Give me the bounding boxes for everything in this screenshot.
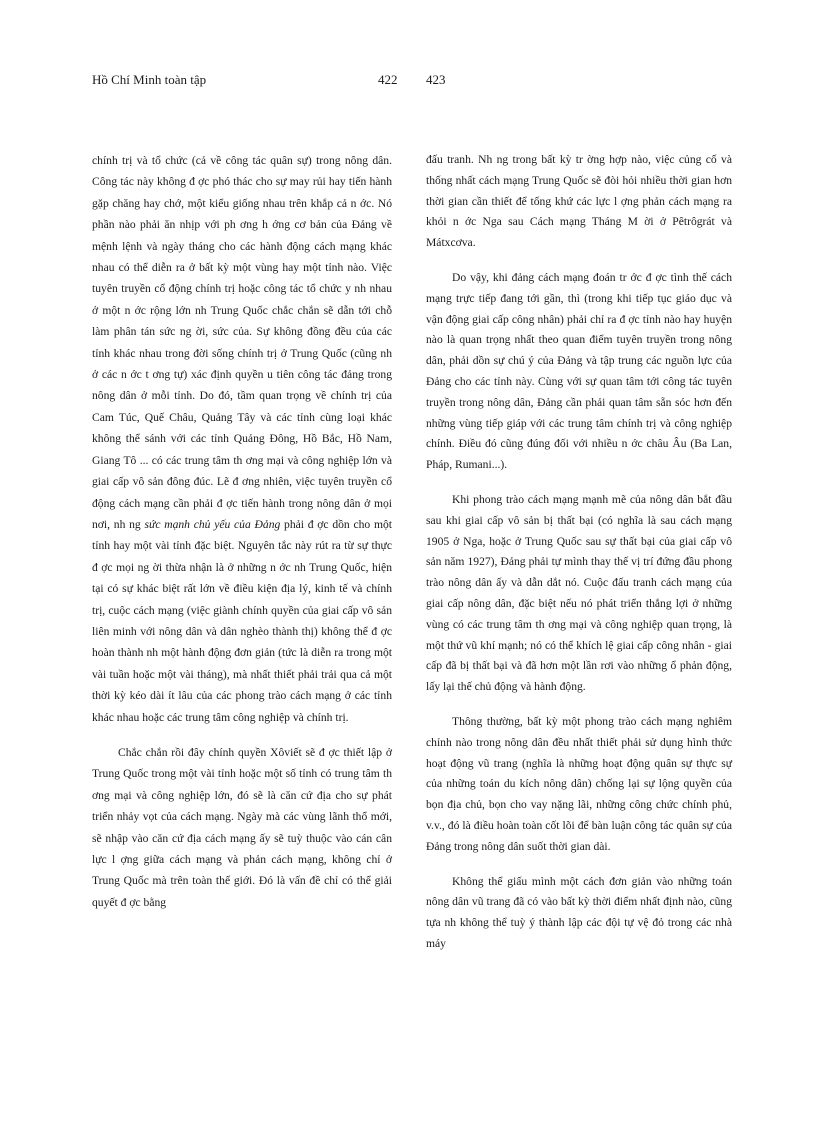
right-paragraph-3: Khi phong trào cách mạng mạnh mẽ của nông dân bắt đầu sau khi giai cấp vô sản bị thất bại (có nghĩa là sau cách mạng 1905 ở Nga, hoặc ở Trung Quốc sau sự thất bại của giai cấp vô sản năm 1927), Đảng phải tự mình thay thế vị trí đứng đầu phong trào nông dân ấy và dẫn dắt nó. Cuộc đấu tranh cách mạng của giai cấp nông dân, đặc biệt nếu nó phát triển thắng lợi ở những vùng có các trung tâm th ơng mại và công nghiệp quan trọng, là một thứ vũ khí mạnh; nó có thể khích lệ giai cấp công nhân - giai cấp đã bị thất bại và đã hơn một lần rơi vào những ổ phản động, lấy lại thế chủ động và hành động. — [426, 492, 732, 694]
emphasis-text: sức mạnh chủ yếu của Đảng — [144, 517, 281, 531]
left-paragraph-1-tail: phải đ ợc dồn cho một tỉnh hay một vài tỉnh đặc biệt. Nguyên tắc này rút ra từ sự thực đ ợc mọi ng ời thừa nhận là ở những n ớc nh Trung Quốc, hiện tại có sự khác biệt rất lớn về điều kiện địa lý, kinh tế và chính trị, cuộc cách mạng (việc giành chính quyền của giai cấp vô sản liên minh với nông dân và dân nghèo thành thị) không thể đ ợc hoàn thành nh một hành động đơn giản (tức là diễn ra trong một vài tuần hoặc một vài tháng), mà nhất thiết phải trải qua cả một thời kỳ kéo dài ít lâu của các phong trào cách mạng ở các tỉnh khác nhau hoặc các trung tâm công nghiệp và chính trị. — [92, 517, 392, 724]
left-paragraph-1 — [92, 150, 392, 728]
right-paragraph-4: Thông thường, bất kỳ một phong trào cách mạng nghiêm chỉnh nào trong nông dân đều nhất thiết phải sử dụng hình thức hoạt động vũ trang (nghĩa là những hoạt động quân sự thực sự của những toán du kích nông dân) chống lại sự lộng quyền của bọn địa chủ, bọn cho vay nặng lãi, những công chức chính phủ, v.v., đó là điều hoàn toàn cốt lõi để bàn luận công tác quân sự của Đảng trong nông dân suốt thời gian dài. — [426, 714, 732, 853]
left-paragraph-2: Chắc chắn rồi đây chính quyền Xôviết sẽ đ ợc thiết lập ở Trung Quốc trong một vài tỉnh hoặc một số tỉnh có trung tâm th ơng mại và công nghiệp lớn, đó sẽ là căn cứ địa cho sự phát triển nhảy vọt của cách mạng. Ngày mà các vùng lãnh thổ mới, sẽ nhập vào căn cứ địa cách mạng ấy sẽ tuỳ thuộc vào cán cân lực l ợng giữa cách mạng và phản cách mạng, không chỉ ở Trung Quốc mà trên toàn thế giới. Đó là vấn đề chỉ có thể giải quyết đ ợc bằng — [92, 745, 392, 909]
right-paragraph-2: Do vậy, khi đảng cách mạng đoán tr ớc đ ợc tình thế cách mạng trực tiếp đang tới gần, thì (trong khi tiếp tục giáo dục và vận động giai cấp công nhân) phải chỉ ra đ ợc tỉnh nào hay huyện nào là quan trọng nhất theo quan điểm tuyên truyền trong nông dân, phải dồn sự chú ý của Đảng và tập trung các nguồn lực của Đảng cho các tỉnh này. Cùng với sự quan tâm tới công tác tuyên truyền trong nông dân, Đảng cần phải quan tâm sẵn sóc hơn đến những vùng tiếp giáp với các trung tâm chính trị và công nghiệp chính. Điều đó cũng đúng đối với nhiều n ớc châu Âu (Ba Lan, Pháp, Rumani...). — [426, 270, 732, 472]
left-paragraph-1-text: chính trị và tổ chức (cả về công tác quân sự) trong nông dân. Công tác này không đ ợc phó thác cho sự may rủi hay tiến hành gặp chăng hay chớ, một kiểu giống nhau trên khắp cả n ớc. Nó phần nào phải ăn nhịp với ph ơng h ớng cơ bản của Đảng về mệnh lệnh và ngày tháng cho các hành động cách mạng khác nhau có thể diễn ra ở bất kỳ một vùng hay một tỉnh nào. Việc tuyên truyền cổ động chính trị hoặc công tác tổ chức y nh nhau ở một n ớc rộng lớn nh Trung Quốc chắc chắn sẽ dẫn tới chỗ làm phân tán sức ng ời, sức của. Sự không đồng đều của các tỉnh khác nhau trong đời sống chính trị ở Trung Quốc (cũng nh ở các n ớc t ơng tự) xác định quyền u tiên công tác đảng trong nông dân ở mỗi tỉnh. Do đó, tầm quan trọng về chính trị của Cam Túc, Quế Châu, Quảng Tây và các tỉnh cùng loại khác không thể sánh với các tỉnh Quảng Đông, Hồ Bắc, Hồ Nam, Giang Tô ... có các trung tâm th ơng mại và công nghiệp lớn và giai cấp vô sản đông đúc. Lẽ đ ơng nhiên, việc tuyên truyền cổ động cách mạng cần phải đ ợc tiến hành trong nông dân ở mọi nơi, nh ng — [92, 154, 392, 531]
right-paragraph-5: Không thể giấu mình một cách đơn giản vào những toán nông dân vũ trang đã có vào bất kỳ thời điểm nhất định nào, cũng tựa nh không thể tuỳ ý thành lập các đội tự vệ đỏ trong các nhà máy — [426, 874, 732, 950]
right-paragraph-1: đấu tranh. Nh ng trong bất kỳ tr ờng hợp nào, việc củng cố và thống nhất cách mạng Trung Quốc sẽ đòi hỏi nhiều thời gian hơn thời gian cần thiết để tống khứ các lực l ợng phản cách mạng ra khỏi n ớc Nga sau Cách mạng Tháng M ời ở Pêtrôgrát và Mátxcơva. — [426, 153, 732, 250]
page-number-right: 423 — [426, 72, 446, 87]
right-page-column — [426, 150, 732, 969]
page-number-left: 422 — [378, 72, 398, 87]
book-title: Hồ Chí Minh toàn tập — [92, 72, 207, 87]
left-page-column — [92, 150, 392, 927]
